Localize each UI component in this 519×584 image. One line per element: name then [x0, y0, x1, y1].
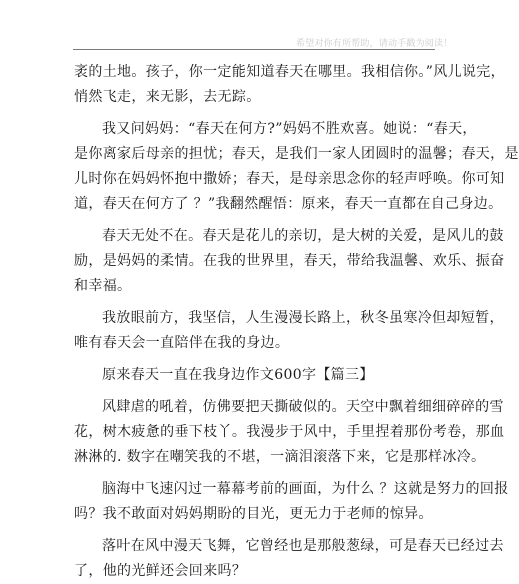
text-line: 是你离家后母亲的担忧；春天，是我们一家人团圆时的温馨；春天，是: [74, 146, 519, 162]
text-line: 我又问妈妈：“春天在何方?”妈妈不胜欢喜。她说：“春天，: [102, 121, 477, 137]
paragraph-gap: [74, 527, 426, 534]
text-line: 花，树木疲惫的垂下枝丫。我漫步于风中，手里捏着那份考卷，那血: [74, 424, 505, 440]
text-line: 道，春天在何方了 ？”我翻然醒悟：原来，春天一直都在自己身边。: [74, 196, 503, 212]
paragraph: [74, 395, 505, 470]
text-line: 脑海中飞速闪过一幕幕考前的画面，为什么 ？这就是努力的回报: [102, 481, 509, 497]
text-line: 落叶在风中漫天飞舞，它曾经也是那般葱绿，可是春天已经过去: [102, 538, 504, 554]
paragraph: [74, 477, 509, 527]
text-line: 唯有春天会一直陪伴在我的身边。: [74, 335, 290, 351]
paragraph: [74, 117, 519, 217]
text-line: 袤的土地。孩子，你一定能知道春天在哪里。我相信你。”风儿说完，: [74, 64, 506, 80]
text-line: 吗？我不敢面对妈妈期盼的目光，更无力于老师的惊异。: [74, 506, 433, 522]
text-line: 风肆虐的吼着，仿佛要把天撕破似的。天空中飘着细细碎碎的雪: [102, 399, 504, 415]
text-line: 励，是妈妈的柔情。在我的世界里，春天，带给我温馨、欢乐、振奋: [74, 253, 505, 269]
paragraph-gap: [74, 388, 426, 395]
document-body: [74, 60, 519, 584]
text-line: 悄然飞走，来无影，去无踪。: [74, 89, 261, 105]
text-line: 和幸福。: [74, 278, 132, 294]
text-line: 儿时你在妈妈怀抱中撒娇；春天，是母亲思念你的轻声呼唤。你可知: [74, 171, 505, 187]
text-line: 淋淋的. 数字在嘲笑我的不堪，一滴泪滚落下来，它是那样冰冷。: [74, 449, 486, 465]
paragraph: [74, 306, 504, 356]
paragraph-gap: [74, 217, 426, 224]
paragraph: [74, 224, 505, 299]
paragraph: [74, 534, 504, 584]
paragraph-gap: [74, 299, 426, 306]
header-watermark: 希望对你有所帮助，请动手戳为阅读！: [296, 39, 453, 49]
paragraph-gap: [74, 356, 426, 363]
header-divider: [73, 49, 435, 50]
paragraph: [74, 60, 506, 110]
paragraph-gap: [74, 110, 426, 117]
text-line: 春天无处不在。春天是花儿的亲切，是大树的关爱，是风儿的鼓: [102, 228, 504, 244]
text-line: 我放眼前方，我坚信，人生漫漫长路上，秋冬虽寒冷但却短暂，: [102, 310, 504, 326]
text-line: 原来春天一直在我身边作文600字【篇三】: [102, 367, 374, 383]
paragraph-gap: [74, 470, 426, 477]
paragraph: [74, 363, 426, 388]
text-line: 了，他的光鲜还会回来吗？: [74, 563, 247, 579]
